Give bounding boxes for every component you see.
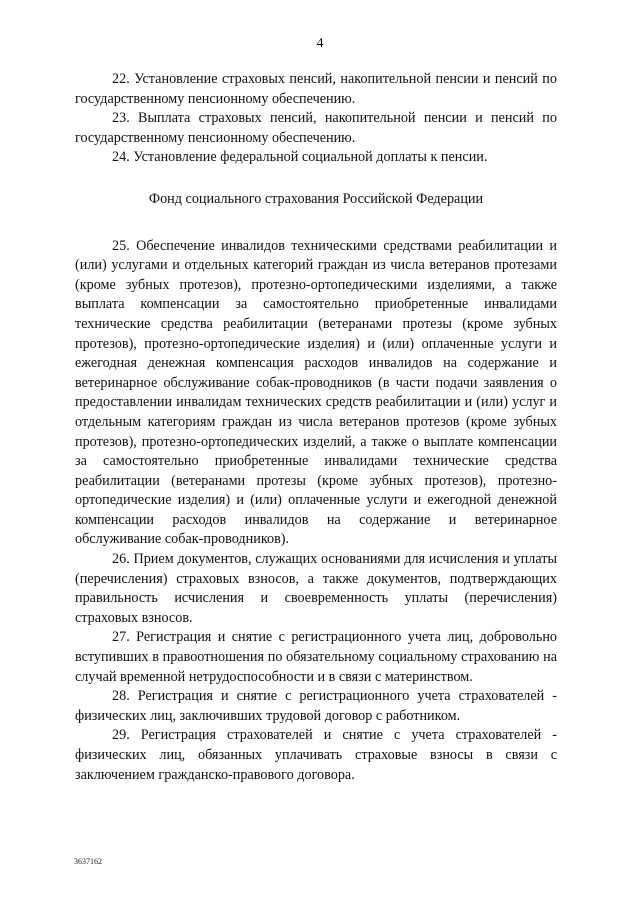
paragraph-25: 25. Обеспечение инвалидов техническими средствами реабилитации и (или) услугами и отдельных категорий граждан из числа ветеранов протезами (кроме зубных протезов), протезно-ортопедическими изделиями, а также выплата компенсации за самостоятельно приобретенные инвалидами технические средства реабилитации (ветеранами протезы (кроме зубных протезов), протезно-ортопедические изделия) и (или) оплаченные услуги и ежегодная денежная компенсация расходов инвалидов на содержание и ветеринарное обслуживание собак-проводников (в части подачи заявления о предоставлении инвалидам технических средств реабилитации и (или) услуг и отдельным категориям граждан из числа ветеранов протезов (кроме зубных протезов), протезно-ортопедических изделий, а также о выплате компенсации за самостоятельно приобретенные инвалидами технические средства реабилитации (ветеранами протезы (кроме зубных протезов), протезно-ортопедические изделия) и (или) оплаченные услуги и ежегодной денежной компенсации расходов инвалидов на содержание и ветеринарное обслуживание собак-проводников). [75,237,557,548]
page-number: 4 [316,36,324,51]
paragraph-29: 29. Регистрация страхователей и снятие с учета страхователей - физических лиц, обязанных уплачивать страховые взносы в связи с заключением гражданско-правового договора. [75,727,557,783]
section-heading: Фонд социального страхования Российской Федерации [148,190,484,207]
document-body [75,70,557,785]
paragraph-23: 23. Выплата страховых пенсий, накопительной пенсии и пенсий по государственному пенсионному обеспечению. [75,110,557,146]
paragraph-28: 28. Регистрация и снятие с регистрационного учета страхователей - физических лиц, заключивших трудовой договор с работником. [75,688,557,724]
paragraph-27: 27. Регистрация и снятие с регистрационного учета лиц, добровольно вступивших в правоотношения по обязательному социальному страхованию на случай временной нетрудоспособности и в связи с материнством. [75,629,557,685]
paragraph-24: 24. Установление федеральной социальной доплаты к пенсии. [112,149,488,166]
paragraph-22: 22. Установление страховых пенсий, накопительной пенсии и пенсий по государственному пенсионному обеспечению. [75,71,557,107]
document-code: 3637162 [74,857,102,866]
paragraph-26: 26. Прием документов, служащих основаниями для исчисления и уплаты (перечисления) страховых взносов, а также документов, подтверждающих правильность исчисления и своевременность уплаты (перечисления) страховых взносов. [75,551,557,626]
